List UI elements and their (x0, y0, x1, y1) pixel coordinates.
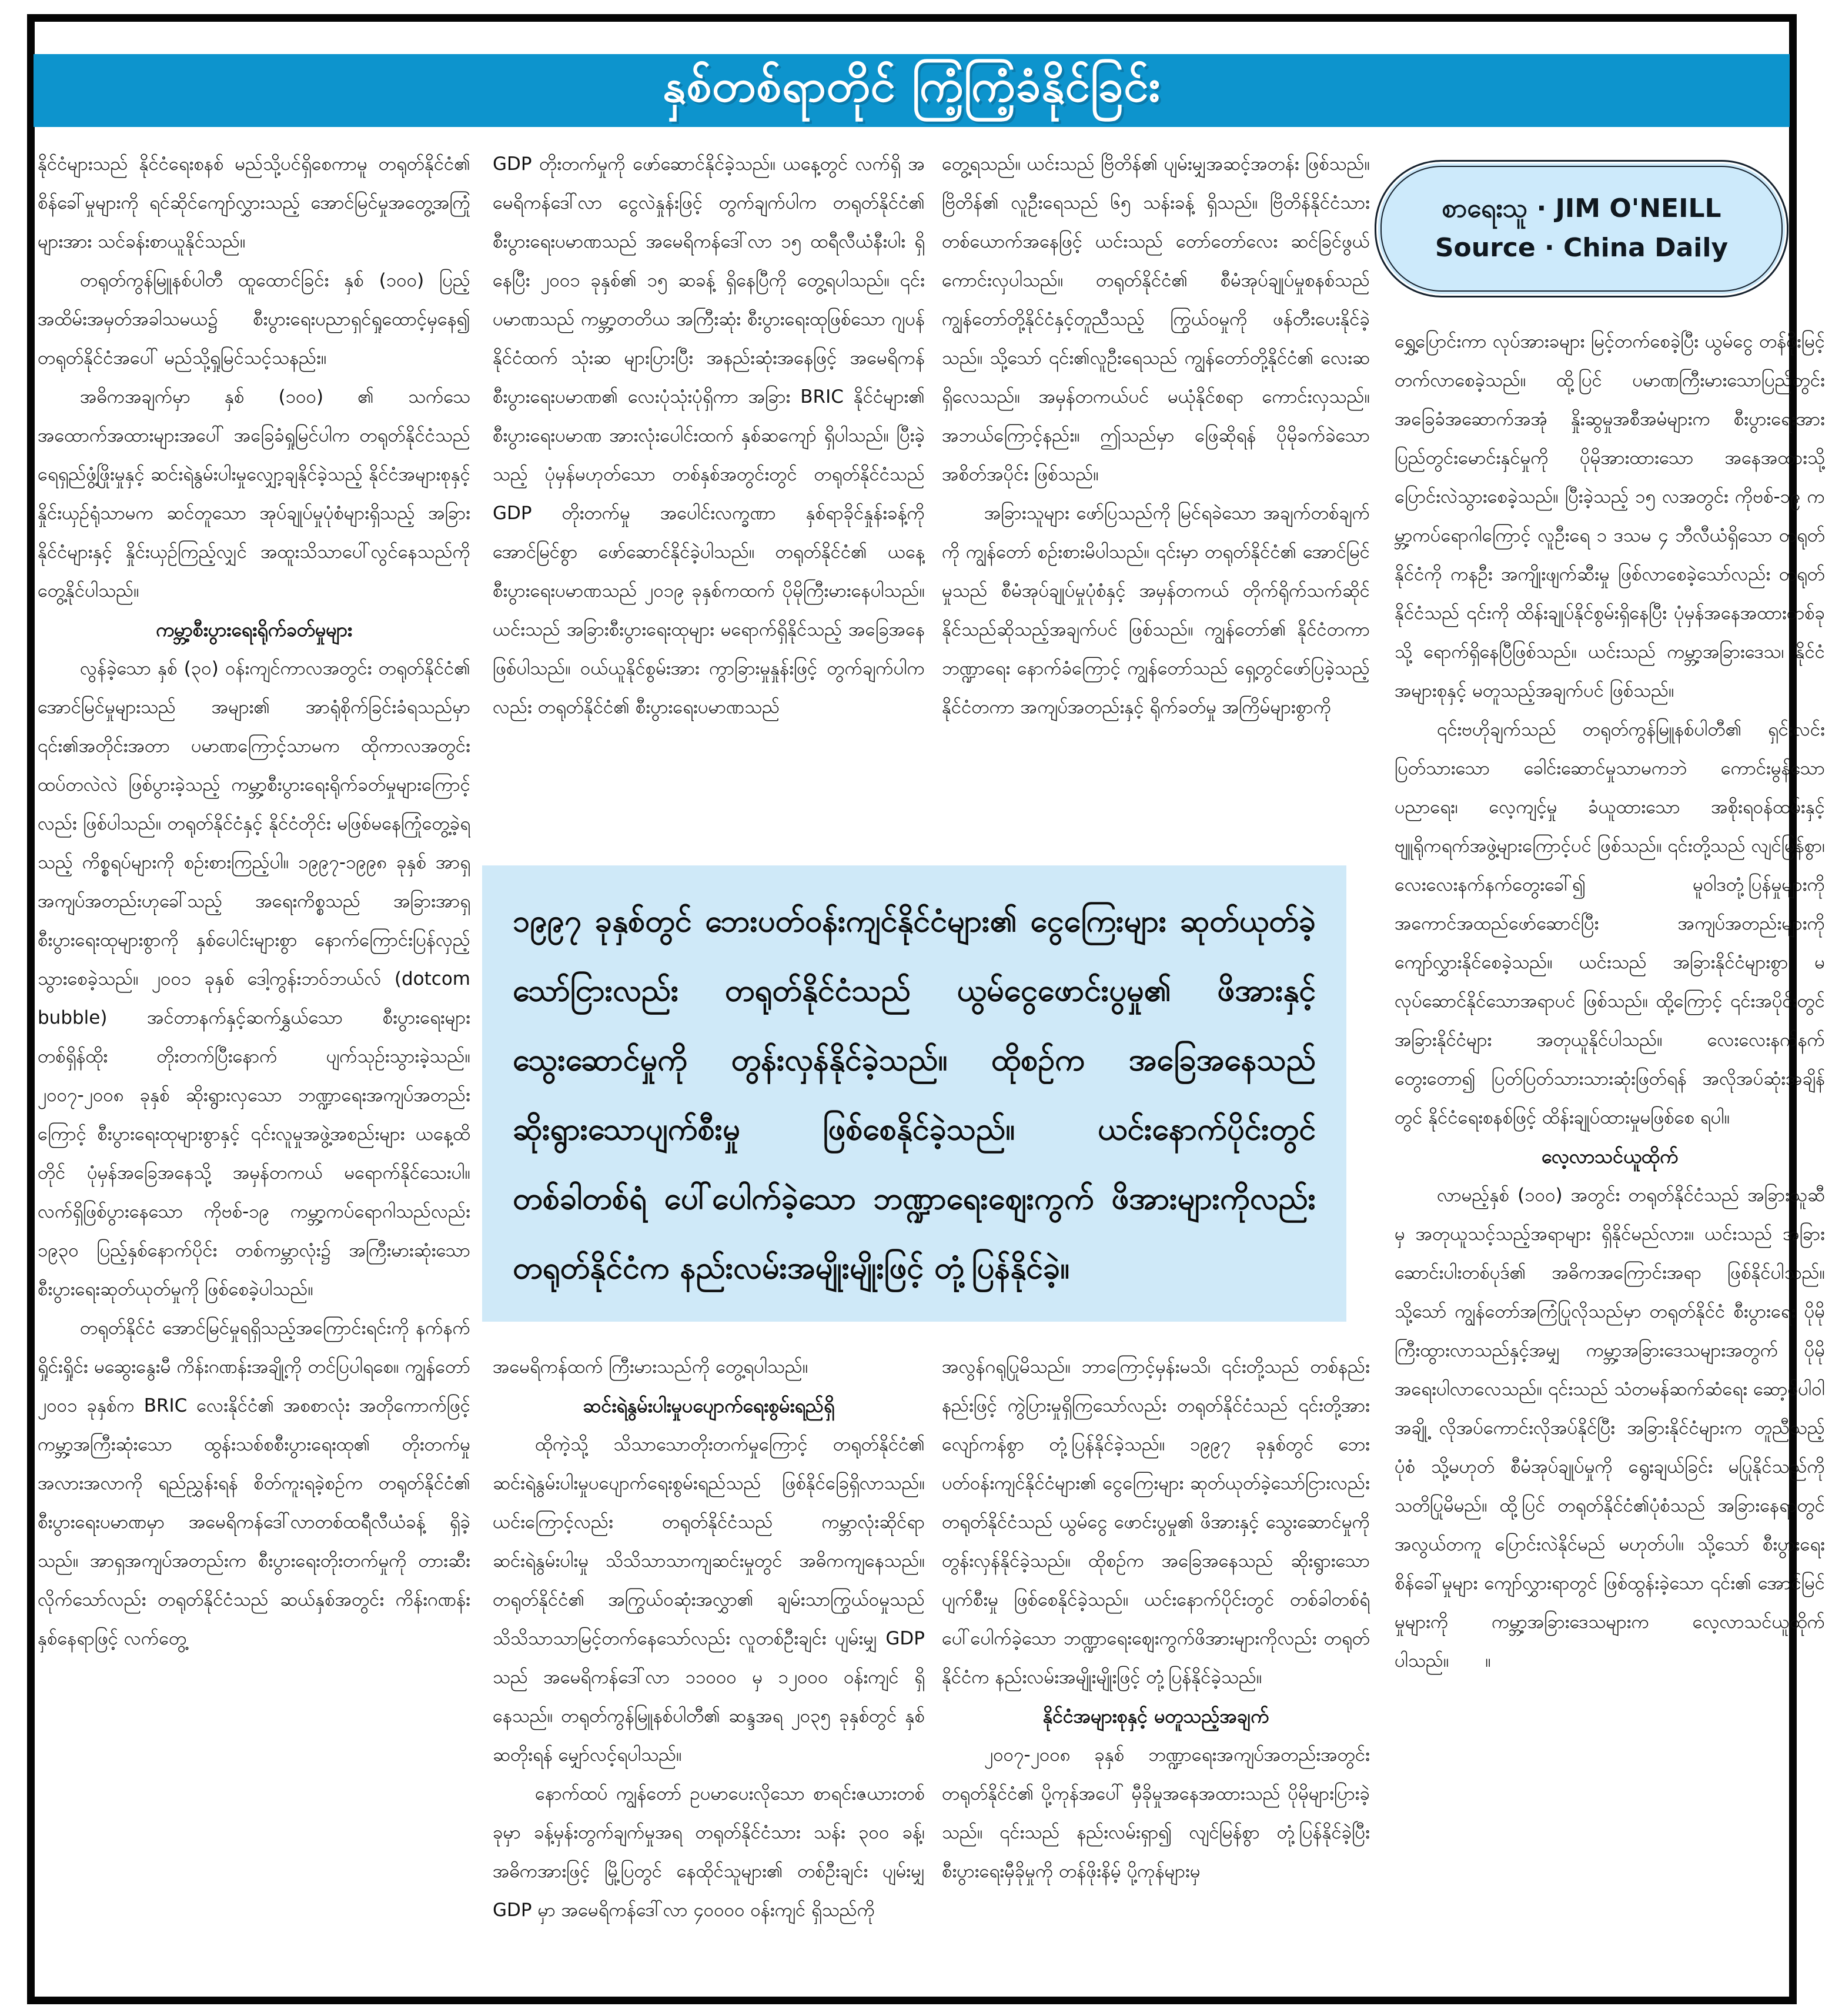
text-column-2-lower (493, 1348, 925, 1992)
text-column-3-upper (942, 145, 1370, 857)
paragraph: တရုတ်နိုင်ငံ အောင်မြင်မှုရရှိသည့်အကြောင်းရင်းကို နက်နက်ရှိုင်းရှိုင်း မဆွေးနွေးမီ ကိန်းဂဏန်းအချို့ကို တင်ပြပါရစေ။ ကျွန်တော် ၂၀၀၁ ခုနှစ်က BRIC လေးနိုင်ငံ၏ အစစာလုံး အတိုကောက်ဖြင့် ကမ္ဘာ့အကြီးဆုံးသော ထွန်းသစ်စစီးပွားရေးထု၏ တိုးတက်မှုအလားအလာကို ရည်ညွှန်းရန် စိတ်ကူးရခဲ့စဉ်က တရုတ်နိုင်ငံ၏ စီးပွားရေးပမာဏမှာ အမေရိကန်ဒေါ်လာတစ်ထရီလီယံခန့် ရှိခဲ့သည်။ အာရှအကျပ်အတည်းက စီးပွားရေးတိုးတက်မှုကို တားဆီးလိုက်သော်လည်း တရုတ်နိုင်ငံသည် ဆယ်နှစ်အတွင်း ကိန်းဂဏန်းနှစ်နေရာဖြင့် လက်တွေ့ (38, 1318, 470, 1649)
paragraph: အဓိကအချက်မှာ နှစ် (၁၀၀) ၏ သက်သေအထောက်အထားများအပေါ် အခြေခံရှုမြင်ပါက တရုတ်နိုင်ငံသည် ရေရှည်ဖွံ့ဖြိုးမှုနှင့် ဆင်းရဲနွမ်းပါးမှုလျှော့ချနိုင်ခဲ့သည့် နိုင်ငံအများစုနှင့် နှိုင်းယှဉ်ရုံသာမက ဆင်တူသော အုပ်ချုပ်မှုပုံစံများရှိသည့် အခြားနိုင်ငံများနှင့် နှိုင်းယှဉ်ကြည့်လျှင် အထူးသိသာပေါ်လွင်နေသည်ကို တွေ့နိုင်ပါသည်။ (38, 386, 470, 601)
paragraph: တရုတ်ကွန်မြူနစ်ပါတီ ထူထောင်ခြင်း နှစ် (၁၀၀) ပြည့် အထိမ်းအမှတ်အခါသမယ၌ စီးပွားရေးပညာရှင်ရှုထောင့်မှနေ၍ တရုတ်နိုင်ငံအပေါ် မည်သို့ရှုမြင်သင့်သနည်း။ (38, 270, 470, 369)
text-column-4 (1395, 322, 1825, 1992)
byline-source: Source · China Daily (1435, 233, 1729, 263)
byline-author: စာရေးသူ · JIM O'NEILL (1442, 193, 1721, 224)
text-column-3-lower (942, 1348, 1370, 1992)
pull-quote-text: ၁၉၉၇ ခုနှစ်တွင် ဘေးပတ်ဝန်းကျင်နိုင်ငံများ၏ ငွေကြေးများ ဆုတ်ယုတ်ခဲ့သော်ငြားလည်း တရုတ်နိုင်ငံသည် ယွမ်ငွေဖောင်းပွမှု၏ ဖိအားနှင့် သွေးဆောင်မှုကို တွန်းလှန်နိုင်ခဲ့သည်။ ထိုစဉ်က အခြေအနေသည် ဆိုးရွားသောပျက်စီးမှု ဖြစ်စေနိုင်ခဲ့သည်။ ယင်းနောက်ပိုင်းတွင် တစ်ခါတစ်ရံ ပေါ်ပေါက်ခဲ့သော ဘဏ္ဍာရေးဈေးကွက် ဖိအားများကိုလည်း တရုတ်နိုင်ငံက နည်းလမ်းအမျိုးမျိုးဖြင့် တုံ့ပြန်နိုင်ခဲ့။ (513, 904, 1316, 1286)
paragraph: ၂၀၀၇-၂၀၀၈ ခုနှစ် ဘဏ္ဍာရေးအကျပ်အတည်းအတွင်း တရုတ်နိုင်ငံ၏ ပို့ကုန်အပေါ် မှီခိုမှုအနေအထားသည် ပိုမိုများပြားခဲ့သည်။ ၎င်းသည် နည်းလမ်းရှာ၍ လျင်မြန်စွာ တုံ့ပြန်နိုင်ခဲ့ပြီး စီးပွားရေးမှီခိုမှုကို တန်ဖိုးနိမ့် ပို့ကုန်များမှ (942, 1744, 1370, 1882)
article-title: နှစ်တစ်ရာတိုင် ကြံ့ကြံ့ခံနိုင်ခြင်း (663, 59, 1161, 112)
paragraph: ၎င်းဗဟိုချက်သည် တရုတ်ကွန်မြူနစ်ပါတီ၏ ရှင်းလင်းပြတ်သားသော ခေါင်းဆောင်မှုသာမကဘဲ ကောင်းမွန်သော ပညာရေး၊ လေ့ကျင့်မှု ခံယူထားသော အစိုးရဝန်ထမ်းနှင့် ဗျူရိုကရက်အဖွဲ့များကြောင့်ပင် ဖြစ်သည်။ ၎င်းတို့သည် လျင်မြန်စွာ၊ လေးလေးနက်နက်တွေးခေါ်၍ မူဝါဒတုံ့ပြန်မှုများကို အကောင်အထည်ဖော်ဆောင်ပြီး အကျပ်အတည်းများကို ကျော်လွှားနိုင်စေခဲ့သည်။ ယင်းသည် အခြားနိုင်ငံများစွာ မလုပ်ဆောင်နိုင်သောအရာပင် ဖြစ်သည်။ ထို့ကြောင့် ၎င်းအပိုင်းတွင် အခြားနိုင်ငံများ အတုယူနိုင်ပါသည်။ လေးလေးနက်နက် တွေးတော၍ ပြတ်ပြတ်သားသားဆုံးဖြတ်ရန် အလိုအပ်ဆုံးအချိန်တွင် နိုင်ငံရေးစနစ်ဖြင့် ထိန်းချုပ်ထားမှုမဖြစ်စေ ရပါ။ (1395, 719, 1825, 1128)
paragraph: နောက်ထပ် ကျွန်တော် ဥပမာပေးလိုသော စာရင်းဇယားတစ်ခုမှာ ခန့်မှန်းတွက်ချက်မှုအရ တရုတ်နိုင်ငံသား သန်း ၃၀၀ ခန့်၊ အဓိကအားဖြင့် မြို့ပြတွင် နေထိုင်သူများ၏ တစ်ဦးချင်း ပျမ်းမျှ GDP မှာ အမေရိကန်ဒေါ်လာ ၄၀၀၀၀ ဝန်းကျင် ရှိသည်ကို (493, 1783, 925, 1921)
paragraph: လာမည့်နှစ် (၁၀၀) အတွင်း တရုတ်နိုင်ငံသည် အခြားသူဆီမှ အတုယူသင့်သည့်အရာများ ရှိနိုင်မည်လား။ ယင်းသည် အခြားဆောင်းပါးတစ်ပုဒ်၏ အဓိကအကြောင်းအရာ ဖြစ်နိုင်ပါသည်။ သို့သော် ကျွန်တော်အကြံပြုလိုသည်မှာ တရုတ်နိုင်ငံ စီးပွားရေး ပိုမိုကြီးထွားလာသည်နှင့်အမျှ ကမ္ဘာ့အခြားဒေသများအတွက် ပိုမိုအရေးပါလာလေသည်။ ၎င်းသည် သံတမန်ဆက်ဆံရေး ဆော့ဖ်ပါဝါအချို့ လိုအပ်ကောင်းလိုအပ်နိုင်ပြီး အခြားနိုင်ငံများက တူညီသည့်ပုံစံ သို့မဟုတ် စီမံအုပ်ချုပ်မှုကို ရွေးချယ်ခြင်း မပြုနိုင်သည်ကို သတိပြုမိမည်။ ထို့ပြင် တရုတ်နိုင်ငံ၏ပုံစံသည် အခြားနေရာတွင် အလွယ်တကူ ပြောင်းလဲနိုင်မည် မဟုတ်ပါ။ သို့သော် စီးပွားရေးစိန်ခေါ်မှုများ ကျော်လွှားရာတွင် ဖြစ်ထွန်းခဲ့သော ၎င်း၏ အောင်မြင်မှုများကို ကမ္ဘာ့အခြားဒေသများက လေ့လာသင်ယူထိုက်ပါသည်။ ။ (1395, 1185, 1825, 1671)
paragraph: အခြားသူများ ဖော်ပြသည်ကို မြင်ရခဲသော အချက်တစ်ချက်ကို ကျွန်တော် စဉ်းစားမိပါသည်။ ၎င်းမှာ တရုတ်နိုင်ငံ၏ အောင်မြင်မှုသည် စီမံအုပ်ချုပ်မှုပုံစံနှင့် အမှန်တကယ် တိုက်ရိုက်သက်ဆိုင်နိုင်သည်ဆိုသည့်အချက်ပင် ဖြစ်သည်။ ကျွန်တော်၏ နိုင်ငံတကာဘဏ္ဍာရေး နောက်ခံကြောင့် ကျွန်တော်သည် ရှေ့တွင်ဖော်ပြခဲ့သည့် နိုင်ငံတကာ အကျပ်အတည်းနှင့် ရိုက်ခတ်မှု အကြိမ်များစွာကို (942, 503, 1370, 718)
paragraph: ထိုကဲ့သို့ သိသာသောတိုးတက်မှုကြောင့် တရုတ်နိုင်ငံ၏ ဆင်းရဲနွမ်းပါးမှုပပျောက်ရေးစွမ်းရည်သည် ဖြစ်နိုင်ခြေရှိလာသည်။ ယင်းကြောင့်လည်း တရုတ်နိုင်ငံသည် ကမ္ဘာလုံးဆိုင်ရာ ဆင်းရဲနွမ်းပါးမှု သိသိသာသာကျဆင်းမှုတွင် အဓိကကျနေသည်။ တရုတ်နိုင်ငံ၏ အကြွယ်ဝဆုံးအလွှာ၏ ချမ်းသာကြွယ်ဝမှုသည် သိသိသာသာမြင့်တက်နေသော်လည်း လူတစ်ဦးချင်း ပျမ်းမျှ GDP သည် အမေရိကန်ဒေါ်လာ ၁၁၀၀၀ မှ ၁၂၀၀၀ ဝန်းကျင် ရှိနေသည်။ တရုတ်ကွန်မြူနစ်ပါတီ၏ ဆန္ဒအရ ၂၀၃၅ ခုနှစ်တွင် နှစ်ဆတိုးရန် မျှော်လင့်ရပါသည်။ (493, 1434, 925, 1766)
paragraph: GDP တိုးတက်မှုကို ဖော်ဆောင်နိုင်ခဲ့သည်။ ယနေ့တွင် လက်ရှိ အမေရိကန်ဒေါ်လာ ငွေလဲနှုန်းဖြင့် တွက်ချက်ပါက တရုတ်နိုင်ငံ၏ စီးပွားရေးပမာဏသည် အမေရိကန်ဒေါ်လာ ၁၅ ထရီလီယံနီးပါး ရှိနေပြီး ၂၀၀၁ ခုနှစ်၏ ၁၅ ဆခန့် ရှိနေပြီကို တွေ့ရပါသည်။ ၎င်းပမာဏသည် ကမ္ဘာ့တတိယ အကြီးဆုံး စီးပွားရေးထုဖြစ်သော ဂျပန်နိုင်ငံထက် သုံးဆ များပြားပြီး အနည်းဆုံးအနေဖြင့် အမေရိကန် စီးပွားရေးပမာဏ၏ လေးပုံသုံးပုံရှိကာ အခြား BRIC နိုင်ငံများ၏ စီးပွားရေးပမာဏ အားလုံးပေါင်းထက် နှစ်ဆကျော် ရှိပါသည်။ ပြီးခဲ့သည့် ပုံမှန်မဟုတ်သော တစ်နှစ်အတွင်းတွင် တရုတ်နိုင်ငံသည် GDP တိုးတက်မှု အပေါင်းလက္ခဏာ နှစ်ရာခိုင်နှုန်းခန့်ကို အောင်မြင်စွာ ဖော်ဆောင်နိုင်ခဲ့ပါသည်။ တရုတ်နိုင်ငံ၏ ယနေ့စီးပွားရေးပမာဏသည် ၂၀၁၉ ခုနှစ်ကထက် ပိုမိုကြီးမားနေပါသည်။ ယင်းသည် အခြားစီးပွားရေးထုများ မရောက်ရှိနိုင်သည့် အခြေအနေဖြစ်ပါသည်။ ဝယ်ယူနိုင်စွမ်းအား ကွာခြားမှုနှုန်းဖြင့် တွက်ချက်ပါကလည်း တရုတ်နိုင်ငံ၏ စီးပွားရေးပမာဏသည် (493, 153, 925, 718)
pull-quote-box (482, 865, 1346, 1322)
section-heading: နိုင်ငံအများစုနှင့် မတူသည့်အချက် (1042, 1705, 1269, 1727)
paragraph: နိုင်ငံများသည် နိုင်ငံရေးစနစ် မည်သို့ပင်ရှိစေကာမူ တရုတ်နိုင်ငံ၏ စိန်ခေါ်မှုများကို ရင်ဆိုင်ကျော်လွှားသည့် အောင်မြင်မှုအတွေ့အကြုံများအား သင်ခန်းစာယူနိုင်သည်။ (38, 153, 470, 252)
byline-box (1375, 160, 1788, 297)
paragraph: တွေ့ရသည်။ ယင်းသည် ဗြိတိန်၏ ပျမ်းမျှအဆင့်အတန်း ဖြစ်သည်။ ဗြိတိန်၏ လူဦးရေသည် ၆၅ သန်းခန့် ရှိသည်။ ဗြိတိန်နိုင်ငံသား တစ်ယောက်အနေဖြင့် ယင်းသည် တော်တော်လေး ဆင်ခြင်ဖွယ်ကောင်းလှပါသည်။ တရုတ်နိုင်ငံ၏ စီမံအုပ်ချုပ်မှုစနစ်သည် ကျွန်တော်တို့နိုင်ငံနှင့်တူညီသည့် ကြွယ်ဝမှုကို ဖန်တီးပေးနိုင်ခဲ့သည်။ သို့သော် ၎င်း၏လူဦးရေသည် ကျွန်တော်တို့နိုင်ငံ၏ လေးဆရှိလေသည်။ အမှန်တကယ်ပင် မယုံနိုင်စရာ ကောင်းလှသည်။ အဘယ်ကြောင့်နည်း။ ဤသည်မှာ ဖြေဆိုရန် ပိုမိုခက်ခဲသော အစိတ်အပိုင်း ဖြစ်သည်။ (942, 153, 1370, 485)
text-column-1 (38, 145, 470, 1992)
paragraph: အမေရိကန်ထက် ကြီးမားသည်ကို တွေ့ရပါသည်။ (493, 1356, 808, 1378)
text-column-2-upper (493, 145, 925, 857)
paragraph: လွန်ခဲ့သော နှစ် (၃၀) ဝန်းကျင်ကာလအတွင်း တရုတ်နိုင်ငံ၏ အောင်မြင်မှုများသည် အများ၏ အာရုံစိုက်ခြင်းခံရသည်မှာ ၎င်း၏အတိုင်းအတာ ပမာဏကြောင့်သာမက ထိုကာလအတွင်း ထပ်တလဲလဲ ဖြစ်ပွားခဲ့သည့် ကမ္ဘာ့စီးပွားရေးရိုက်ခတ်မှုများကြောင့်လည်း ဖြစ်ပါသည်။ တရုတ်နိုင်ငံနှင့် နိုင်ငံတိုင်း မဖြစ်မနေကြုံတွေ့ခဲ့ရသည့် ကိစ္စရပ်များကို စဉ်းစားကြည့်ပါ။ ၁၉၉၇-၁၉၉၈ ခုနှစ် အာရှအကျပ်အတည်းဟုခေါ်သည့် အရေးကိစ္စသည် အခြားအာရှစီးပွားရေးထုများစွာကို နှစ်ပေါင်းများစွာ နောက်ကြောင်းပြန်လှည့်သွားစေခဲ့သည်။ ၂၀၀၁ ခုနှစ် ဒေါ့ကွန်းဘဝ်ဘယ်လ် (dotcom bubble) အင်တာနက်နှင့်ဆက်နွှယ်သော စီးပွားရေးများ တစ်ရှိန်ထိုး တိုးတက်ပြီးနောက် ပျက်သုဉ်းသွားခဲ့သည်။ ၂၀၀၇-၂၀၀၈ ခုနှစ် ဆိုးရွားလှသော ဘဏ္ဍာရေးအကျပ်အတည်းကြောင့် စီးပွားရေးထုများစွာနှင့် ၎င်းလူမှုအဖွဲ့အစည်းများ ယနေ့ထိတိုင် ပုံမှန်အခြေအနေသို့ အမှန်တကယ် မရောက်နိုင်သေးပါ။ လက်ရှိဖြစ်ပွားနေသော ကိုဗစ်-၁၉ ကမ္ဘာ့ကပ်ရောဂါသည်လည်း ၁၉၃၀ ပြည့်နှစ်နောက်ပိုင်း တစ်ကမ္ဘာလုံး၌ အကြီးမားဆုံးသော စီးပွားရေးဆုတ်ယုတ်မှုကို ဖြစ်စေခဲ့ပါသည်။ (38, 658, 470, 1300)
section-heading: လေ့လာသင်ယူထိုက် (1541, 1145, 1679, 1168)
masthead-banner (34, 54, 1790, 127)
paragraph: အလွန်ဂရုပြုမိသည်။ ဘာကြောင့်မှန်းမသိ၊ ၎င်းတို့သည် တစ်နည်းနည်းဖြင့် ကွဲပြားမှုရှိကြသော်လည်း တရုတ်နိုင်ငံသည် ၎င်းတို့အား လျော်ကန်စွာ တုံ့ပြန်နိုင်ခဲ့သည်။ ၁၉၉၇ ခုနှစ်တွင် ဘေးပတ်ဝန်းကျင်နိုင်ငံများ၏ ငွေကြေးများ ဆုတ်ယုတ်ခဲ့သော်ငြားလည်း တရုတ်နိုင်ငံသည် ယွမ်ငွေ ဖောင်းပွမှု၏ ဖိအားနှင့် သွေးဆောင်မှုကို တွန်းလှန်နိုင်ခဲ့သည်။ ထိုစဉ်က အခြေအနေသည် ဆိုးရွားသောပျက်စီးမှု ဖြစ်စေနိုင်ခဲ့သည်။ ယင်းနောက်ပိုင်းတွင် တစ်ခါတစ်ရံ ပေါ်ပေါက်ခဲ့သော ဘဏ္ဍာရေးဈေးကွက်ဖိအားများကိုလည်း တရုတ်နိုင်ငံက နည်းလမ်းအမျိုးမျိုးဖြင့် တုံ့ပြန်နိုင်ခဲ့သည်။ (942, 1356, 1370, 1688)
section-heading: ကမ္ဘာ့စီးပွားရေးရိုက်ခတ်မှုများ (155, 618, 353, 641)
paragraph: ရွှေ့ပြောင်းကာ လုပ်အားခများ မြင့်တက်စေခဲ့ပြီး ယွမ်ငွေ တန်ဖိုးမြင့်တက်လာစေခဲ့သည်။ ထို့ပြင် ပမာဏကြီးမားသောပြည်တွင်းအခြေခံအဆောက်အအုံ နှိုးဆွမှုအစီအမံများက စီးပွားရေးအား ပြည်တွင်းမောင်းနှင်မှုကို ပိုမိုအားထားသော အနေအထားသို့ ပြောင်းလဲသွားစေခဲ့သည်။ ပြီးခဲ့သည့် ၁၅ လအတွင်း ကိုဗစ်-၁၉ ကမ္ဘာ့ကပ်ရောဂါကြောင့် လူဦးရေ ၁ ဒသမ ၄ ဘီလီယံရှိသော တရုတ်နိုင်ငံကို ကနဦး အကျိုးဖျက်ဆီးမှု ဖြစ်လာစေခဲ့သော်လည်း တရုတ်နိုင်ငံသည် ၎င်းကို ထိန်းချုပ်နိုင်စွမ်းရှိနေပြီး ပုံမှန်အနေအထားတစ်ခုသို့ ရောက်ရှိနေပြီဖြစ်သည်။ ယင်းသည် ကမ္ဘာ့အခြားဒေသ၊ နိုင်ငံအများစုနှင့် မတူသည့်အချက်ပင် ဖြစ်သည်။ (1395, 331, 1825, 701)
section-heading: ဆင်းရဲနွမ်းပါးမှုပပျောက်ရေးစွမ်းရည်ရှိ (583, 1395, 835, 1417)
